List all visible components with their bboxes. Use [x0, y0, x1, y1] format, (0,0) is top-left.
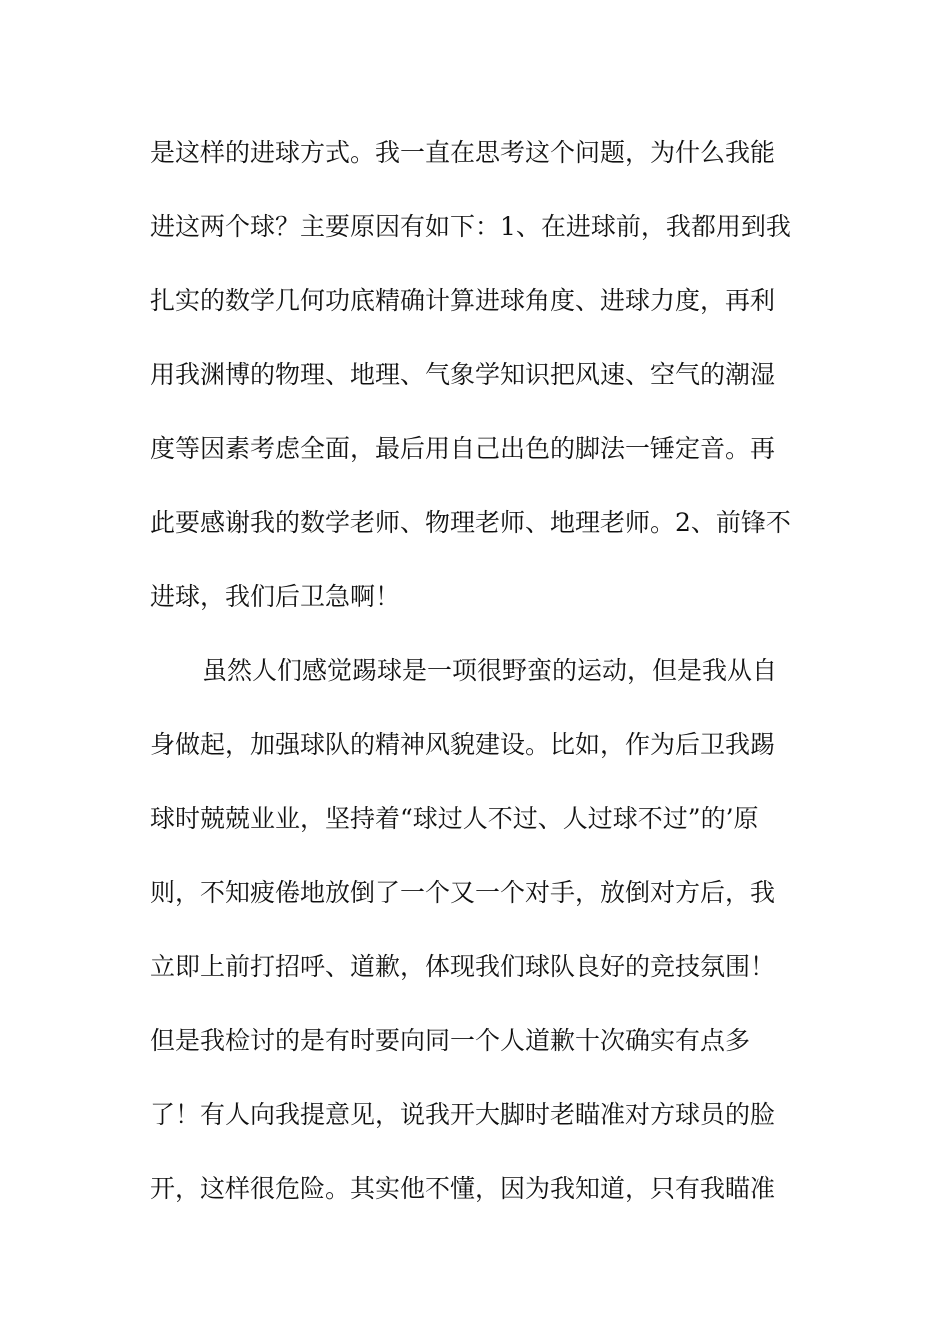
text-line: 扎实的数学几何功底精确计算进球角度、进球力度，再利 — [150, 286, 776, 315]
text-line: 立即上前打招呼、道歉，体现我们球队良好的竞技氛围！ — [150, 952, 776, 981]
text-line: 身做起，加强球队的精神风貌建设。比如，作为后卫我踢 — [150, 730, 776, 759]
text-line: 进这两个球？主要原因有如下：1、在进球前，我都用到我 — [150, 212, 791, 241]
text-line: 但是我检讨的是有时要向同一个人道歉十次确实有点多 — [150, 1026, 751, 1055]
text-line: 度等因素考虑全面，最后用自己出色的脚法一锤定音。再 — [150, 434, 776, 463]
text-line: 进球，我们后卫急啊！ — [150, 582, 401, 611]
text-line: 开，这样很危险。其实他不懂，因为我知道，只有我瞄准 — [150, 1174, 776, 1203]
text-line: 了！有人向我提意见，说我开大脚时老瞄准对方球员的脸 — [150, 1100, 776, 1129]
paragraph-first-line: 虽然人们感觉踢球是一项很野蛮的运动，但是我从自 — [202, 656, 778, 685]
text-line: 用我渊博的物理、地理、气象学知识把风速、空气的潮湿 — [150, 360, 776, 389]
text-line: 是这样的进球方式。我一直在思考这个问题，为什么我能 — [150, 138, 776, 167]
text-line: 此要感谢我的数学老师、物理老师、地理老师。2、前锋不 — [150, 508, 791, 537]
text-line: 球时兢兢业业，坚持着“球过人不过、人过球不过”的’原 — [150, 804, 759, 833]
text-line: 则，不知疲倦地放倒了一个又一个对手，放倒对方后，我 — [150, 878, 776, 907]
body-text — [150, 120, 810, 1230]
